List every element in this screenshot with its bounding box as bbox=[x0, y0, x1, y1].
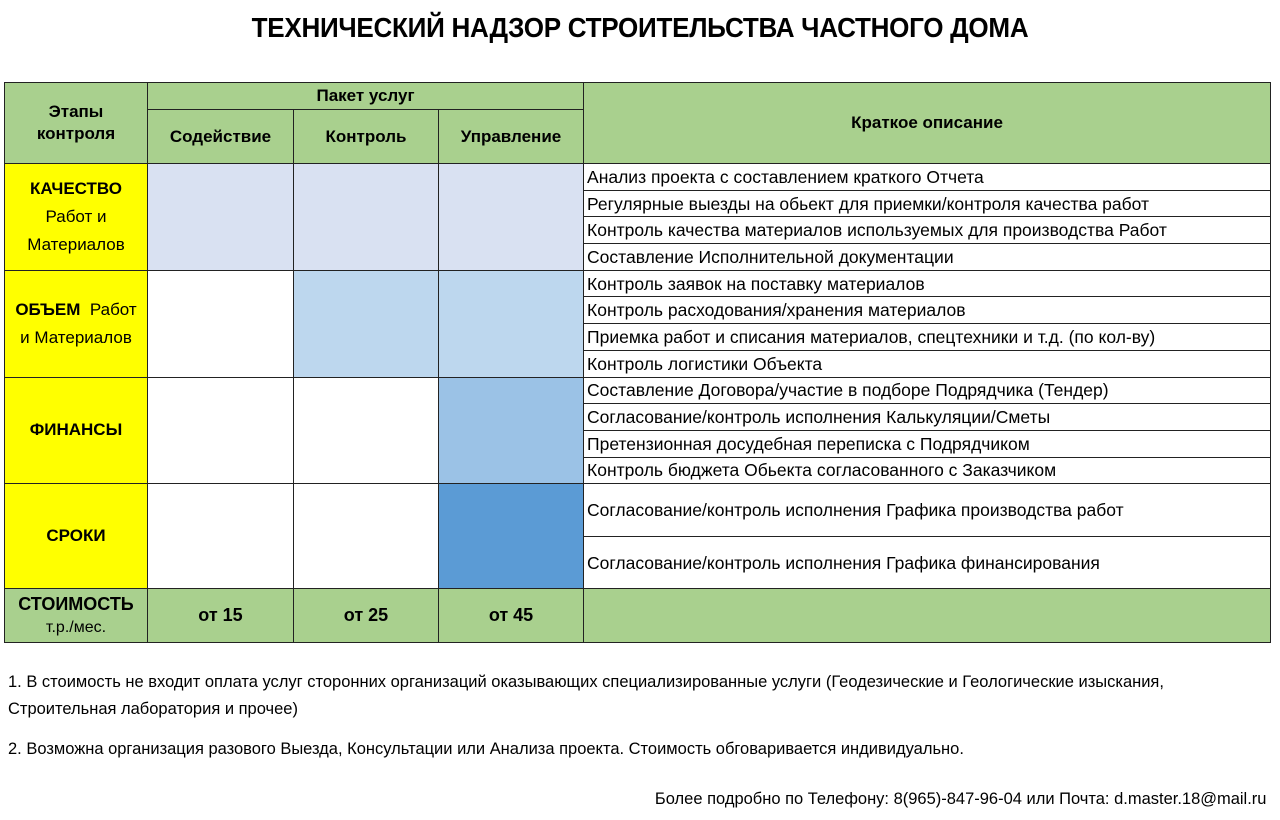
finance-control-cell bbox=[294, 377, 439, 484]
description-item: Анализ проекта с составлением краткого Отчета bbox=[584, 164, 1271, 191]
package-management: Управление bbox=[439, 110, 584, 164]
description-item: Контроль заявок на поставку материалов bbox=[584, 270, 1271, 297]
description-item: Регулярные выезды на обьект для приемки/контроля качества работ bbox=[584, 190, 1271, 217]
stage-finance: ФИНАНСЫ bbox=[5, 377, 148, 484]
description-item: Контроль логистики Объекта bbox=[584, 350, 1271, 377]
package-control: Контроль bbox=[294, 110, 439, 164]
deadlines-management-cell bbox=[439, 484, 584, 589]
stages-header: Этапы контроля bbox=[5, 83, 148, 164]
price-management: от 45 bbox=[439, 589, 584, 643]
services-table bbox=[4, 82, 1271, 643]
note-1: 1. В стоимость не входит оплата услуг сторонних организаций оказывающих специализированные услуги (Геодезические и Геологические изыскания, Строительная лаборатория и прочее) bbox=[8, 672, 1164, 718]
description-item: Контроль расходования/хранения материалов bbox=[584, 297, 1271, 324]
volume-management-cell bbox=[439, 270, 584, 377]
price-assistance: от 15 bbox=[148, 589, 294, 643]
description-item: Контроль бюджета Обьекта согласованного с Заказчиком bbox=[584, 457, 1271, 484]
description-item: Составление Исполнительной документации bbox=[584, 244, 1271, 271]
quality-assistance-cell bbox=[148, 164, 294, 271]
quality-management-cell bbox=[439, 164, 584, 271]
cost-label: СТОИМОСТЬ т.р./мес. bbox=[5, 589, 148, 643]
stage-deadlines: СРОКИ bbox=[5, 484, 148, 589]
contacts-line: Более подробно по Телефону: 8(965)-847-96-04 или Почта: d.master.18@mail.ru bbox=[654, 789, 1266, 808]
cost-empty-cell bbox=[584, 589, 1271, 643]
description-item: Согласование/контроль исполнения Графика финансирования bbox=[584, 536, 1271, 589]
description-header: Краткое описание bbox=[584, 83, 1271, 164]
page-title: ТЕХНИЧЕСКИЙ НАДЗОР СТРОИТЕЛЬСТВА ЧАСТНОГО ДОМА bbox=[251, 12, 1029, 43]
description-item: Составление Договора/участие в подборе Подрядчика (Тендер) bbox=[584, 377, 1271, 404]
description-item: Претензионная досудебная переписка с Подрядчиком bbox=[584, 430, 1271, 457]
finance-management-cell bbox=[439, 377, 584, 484]
package-assistance: Содействие bbox=[148, 110, 294, 164]
quality-control-cell bbox=[294, 164, 439, 271]
description-item: Согласование/контроль исполнения Калькуляции/Сметы bbox=[584, 404, 1271, 431]
finance-assistance-cell bbox=[148, 377, 294, 484]
description-item: Согласование/контроль исполнения Графика производства работ bbox=[584, 484, 1271, 537]
stage-quality: КАЧЕСТВО Работ и Материалов bbox=[5, 164, 148, 271]
note-2: 2. Возможна организация разового Выезда, Консультации или Анализа проекта. Стоимость обговаривается индивидуально. bbox=[8, 739, 964, 758]
package-header: Пакет услуг bbox=[148, 83, 584, 110]
description-item: Приемка работ и списания материалов, спецтехники и т.д. (по кол-ву) bbox=[584, 324, 1271, 351]
deadlines-assistance-cell bbox=[148, 484, 294, 589]
volume-assistance-cell bbox=[148, 270, 294, 377]
volume-control-cell bbox=[294, 270, 439, 377]
description-item: Контроль качества материалов используемых для производства Работ bbox=[584, 217, 1271, 244]
stage-volume: ОБЪЕМ Работ и Материалов bbox=[5, 270, 148, 377]
price-control: от 25 bbox=[294, 589, 439, 643]
deadlines-control-cell bbox=[294, 484, 439, 589]
